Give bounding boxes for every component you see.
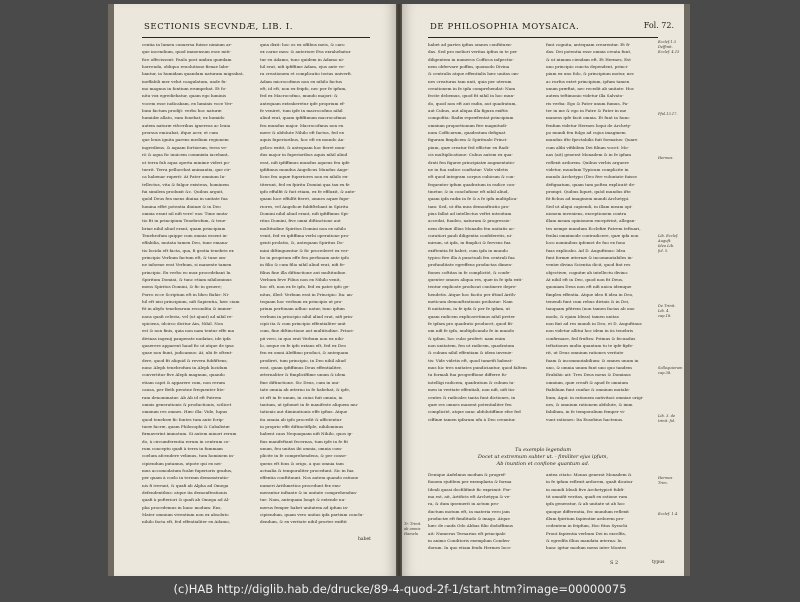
- text-line: erat, nifi ipfiffimus mundus aqueus feu ipfe: [260, 159, 350, 165]
- text-line: Mater omnium viventium non ex absoluto: [142, 512, 229, 517]
- text-line: defignatum, quam tam poftea explicatè de-: [546, 181, 636, 187]
- text-line: dendum, & ex veritate nihil prorter exiftit: [260, 519, 347, 525]
- text-line: erat, quam ipfiffimus Deus effentialiter,: [260, 365, 342, 371]
- text-line: ingrediens, & aquam fortiorum, terra ve-: [142, 144, 228, 150]
- text-line: verbum in principio nihil aliud erat, nifi prin-: [260, 313, 354, 319]
- text-line: in fe ipfam reflexit ardorem, quafi dicatur: [546, 479, 633, 485]
- text-line: unum, feu unitas ibi omnia, omnia com-: [260, 445, 343, 451]
- text-line: ca habenar ruperit: At Pater omnium In-: [142, 174, 226, 180]
- text-line: quam ipfa radix in fe & a fe ipfa multiplica-: [428, 196, 518, 202]
- text-line: Verbum feve Filius non ex Nihilo venit,: [260, 277, 341, 282]
- source-footer: (c)HAB http://diglib.hab.de/drucke/89-4-quod-2f-1/start.htm?image=00000075: [0, 578, 800, 602]
- right-head-rule: [428, 37, 658, 38]
- text-line: mens Spiritus Domini, & fic in genere;: [142, 284, 222, 290]
- text-line: prium perfonam adhuc natur, tunc ipfum: [260, 306, 345, 312]
- text-line: multitudine Spiritus Domini non ex nihilo: [260, 225, 346, 231]
- text-line: quæ res omnes manent potentialiter feu: [428, 401, 512, 407]
- signature-mark: S 2: [610, 560, 619, 566]
- text-line: bo in proprium effe fen perfonam ante ipfo: [260, 254, 349, 260]
- text-line: unum præftat, nec recedit ab unitate: Hoc: [546, 86, 635, 92]
- text-line: fice offecissent: Paulo post umbra quædam: [142, 56, 232, 62]
- text-line: eft quod integram corpus cubicum & con-: [428, 174, 515, 180]
- text-line: convertitur five Aleph magnum, quando: [142, 372, 225, 378]
- left-catchword: habet: [358, 537, 371, 542]
- text-line: tam: Sed, ut ifta mea demonftratio pro-: [428, 203, 510, 209]
- text-line: compofita: Radix repræfentat principium: [428, 115, 514, 121]
- text-line: cipii ita & cum principio effentialiter unit: [260, 321, 346, 327]
- text-line: titerunt, fed ex fpiritu Domini qua tax ex fe: [260, 181, 350, 187]
- text-line: non unitatem, fen ut radicem, quadratum: [428, 343, 515, 349]
- text-line: tellectus, vita & fulgor existens, hominem: [142, 181, 229, 187]
- text-line: ipfifimus mundus Angelicus Mundus Ange-: [260, 166, 349, 172]
- text-line: illum fpiritum fapientiæ ardorem pro-: [546, 516, 625, 522]
- text-line: confirmare, fed fruftra: Primus & fecundus: [546, 335, 636, 341]
- text-line: tantum, ut ipfomet in fe manifeste aliquem mu-: [260, 401, 359, 407]
- text-line: lo, neque ex fe ipfo extans eft, fed ex Deo: [260, 343, 347, 349]
- text-line: fui similem produxit &c. Quibus arguit,: [142, 188, 224, 194]
- text-line: fe ipfam pro quadrato producet, quod fit-: [428, 321, 514, 327]
- folio-number: Fol. 72.: [643, 21, 674, 30]
- text-line: Porro ecce Scriptum eft in libro Bahir: Ni-: [142, 291, 230, 297]
- text-line: nas (ait) generat Monadem & in fe ipfam: [546, 152, 631, 158]
- text-line: ra, & dum ipsemerit in actum pro-: [428, 501, 500, 507]
- text-line: habent caus Nequaquam nifi Nihilo, quos ip-: [260, 431, 353, 437]
- text-line: nes, & omnium rationem abfolute, & imm: [546, 401, 633, 407]
- text-line: dere, quod fit aliquid & revera fubfiftens,: [142, 357, 228, 363]
- text-line: venit, fed ex ipfiffima verbi operatione pro-: [260, 232, 350, 238]
- left-column-1: [142, 41, 250, 526]
- text-line: fimplex effentia. Atque ideo fi idea in Deo,: [546, 291, 634, 297]
- text-line: fine diftinctione. Sic Deus, cum in uni-: [260, 379, 340, 385]
- text-line: fuas explicabo. Ad D. Auguftinus: Idea: [546, 247, 626, 253]
- text-line: fed ex Macrocofmo, mundo majori: &: [260, 93, 338, 99]
- text-line: fiones coftitas in fe complicité, & confe-: [428, 269, 511, 275]
- text-line: cipiendum, quam vero unitas ipfa partium conclu-: [260, 512, 364, 517]
- text-line: Spiritum Domini, & tunc etiam nihilominus: [142, 277, 232, 282]
- text-line: mus hic tres unitates pundiciantur, quod faltem: [428, 365, 527, 371]
- text-line: que leuis ignita parens medium regionem: [142, 137, 229, 143]
- text-line: coelum afcendere velimus, tum hominem in-: [142, 453, 235, 459]
- text-line: fius manifeftant fecernas, tum ipfe in fe fit: [260, 438, 349, 444]
- text-line: in filio & cum filio nihil aliud erat, nifi fe-: [260, 262, 346, 268]
- text-line: aut Cubus, aut aliqua illa figura exiftis: [428, 108, 508, 114]
- text-line: das. Sed pro meliori veritas ipfius in te per: [428, 49, 518, 55]
- text-line: Domini nihil aliud erant, nifi ipfiffimus Spi-: [260, 210, 349, 216]
- text-line: & cubum nihil effentiam & idem invenie-: [428, 350, 513, 356]
- text-line: meticum demonftrationis probatur: Nam: [428, 299, 513, 305]
- text-line: manens ipfe facit omnia. Et funt in hunc: [546, 115, 630, 121]
- right-catchword: typus: [652, 560, 665, 565]
- text-line: mini diftinguentur & fic procederet ex ver-: [260, 247, 349, 253]
- text-line: teftationes multa quantum tu te ipfe fipfe-: [546, 343, 634, 349]
- text-line: nes creaturas tam unit, quia per uterum: [428, 78, 512, 84]
- text-line: intelligi radicem, quadratum & cubum ta-: [428, 379, 515, 385]
- text-line: habet ad partes ipfius omnes conftituen-: [428, 42, 513, 47]
- text-line: fionem ejufdem per exemplaria & forma: [428, 479, 512, 485]
- text-line: merus femper habet unitatem ad ipfum in-: [260, 504, 349, 510]
- text-line: typico five illa à punctuali feu centrali fua: [428, 254, 515, 260]
- text-line: effentia conftituunt. Nos autem quando ratione: [260, 475, 359, 481]
- text-line: tu formali fua progreffione differre fu-: [428, 372, 508, 378]
- text-line: quae non fiunt, judicamus: At, ubi fe oftent-: [142, 350, 233, 356]
- text-line: autem teftimonio videtur illa Salvato-: [546, 93, 624, 99]
- text-line: cedentem in feipfum, Hoc fitus Syrachi: [546, 523, 628, 529]
- text-line: nunc Aleph tenebrofum in Aleph lucidum: [142, 365, 228, 371]
- text-line: rum conceptu quafi à terra in fummam: [142, 445, 223, 451]
- text-line: nons quafi celesta, vel (ut ajunt) ad nihil re-: [142, 313, 233, 319]
- text-line: drati fen figuræ principiatæ augmentatio-: [428, 159, 516, 165]
- right-running-head: DE PHILOSOPHIA MOYSAICA.: [430, 22, 580, 32]
- text-line: æternaliter & fimpliciffime unum & idem: [260, 372, 346, 378]
- text-line: feu mundus major. Macrocofmus non ex: [260, 122, 344, 128]
- text-line: objectivæ, cognitæ ab intellectu divino:: [546, 269, 629, 275]
- text-line: fecite debemus, quod fit nihil in hoc mun-: [428, 93, 515, 99]
- text-line: & egredfis illius mandata æterna: In: [546, 538, 622, 544]
- text-line: do, quod non eft aut radix, aut quadratum,: [428, 100, 517, 106]
- marginal-note-4: Lib. Ecclef. Auguft. Ideo Lib. fol. 5.: [658, 234, 679, 253]
- text-line: fequenter ipfum quadratum in radice con-: [428, 181, 516, 187]
- text-line: illam meam opinionem excepérint, allegan-: [546, 218, 636, 224]
- text-line: mo magnus in fontium erumpebat. Et fo-: [142, 86, 227, 92]
- text-line: curatiori pauli diligentia confideretis, ni-: [428, 232, 513, 238]
- text-line: tuerit. Terra pellucebat animantia, que cir-: [142, 166, 231, 172]
- text-line: est & non finis, quia non nam tentur effe ma: [142, 328, 235, 334]
- left-column-2: [260, 41, 368, 526]
- text-line: rò & aqua fic inuicem commixta iacebant,: [142, 152, 229, 158]
- text-line: ineffabili mer velut coagulatum, unde fu-: [142, 78, 227, 84]
- text-line: pium ex uno folo, & principium motur, nec: [546, 71, 635, 77]
- text-line: nitus, illed: Verbum erat in Principio: Ita: an-: [260, 291, 354, 297]
- text-line: omnium res omnes. Hæc illa: Vide, lupus: [142, 409, 228, 415]
- text-line: Sed ut aliqui capiendi, in illam meam opi-: [546, 203, 633, 209]
- text-line: quia dixit: hoc os ex offibus meis, & caro: [260, 42, 345, 47]
- text-line: Tenebrofum quippe cum omnia essent in-: [142, 232, 228, 238]
- text-line: cipiendum putamus, utpote qui ex nei-: [142, 460, 222, 466]
- right-column-2: [546, 41, 654, 423]
- text-line: fe veniret, tum ipfe in macrocofmo nihil: [260, 108, 343, 114]
- text-line: Erabihic ait: Tres Deus mens & Dominus: [546, 372, 631, 378]
- text-line: diligentem in numeros Cofficos infpectio-: [428, 56, 514, 62]
- text-line: licus feu aquæ fuperiores non ex nihilo ex-: [260, 174, 349, 180]
- text-line: humidæ allato, eam fonebat; ex humido: [142, 115, 225, 121]
- text-line: hil erat, nifi ipfiffime Adam, ejus ante ve-: [260, 64, 345, 70]
- text-line: nihilo facta eft, fed effentialiter ex Adamo,: [142, 519, 231, 525]
- text-line: ter in me & ego in Patre & Pater in me: [546, 108, 627, 114]
- text-line: tentur explicate producat continere depre-: [428, 284, 517, 290]
- text-line: turæ facræ, quam Philosophi & Cabalistæ: [142, 423, 230, 429]
- text-line: ait: Numerus Ternarius eft principale: [428, 530, 506, 536]
- right-lower-column-2: [546, 471, 654, 552]
- text-line: omnia erant nil nifi vere! eas: Time muta-: [142, 210, 229, 216]
- text-line: ra creationem et complicatio torius univerfi.: [260, 71, 352, 77]
- text-line: numeri Arithmetica procedunt fex enu-: [260, 482, 342, 488]
- text-line: ne informe erat Verbum, si manente tamen: [142, 262, 232, 268]
- text-line: ris verba: Ego & Pater unum fumus, Pa-: [546, 100, 629, 106]
- text-line: in mundi Ideali five Archetypicè fubfi-: [546, 486, 625, 492]
- text-line: cis multiplicatione: Cubus autem ex qua-: [428, 152, 513, 158]
- text-line: hoc eft, non ex fe ipfo, fed ex patre ipfo ge-: [260, 284, 350, 290]
- text-line: funt formæ æternæ & incommutabiles in-: [546, 254, 633, 260]
- text-line: nem obfervare poffim, quomodo Divina: [428, 64, 510, 70]
- text-line: divinas ingenij pauperate nudatas, ide ipfa: [142, 335, 231, 341]
- text-line: cum, fine diftinctione aut multitudine. Princi-: [260, 328, 354, 334]
- text-line: principio Verbum factum eft, & tune om-: [142, 254, 227, 260]
- text-line: hil eft nisi principium, nifi Sapientia, hæc ciam: [142, 299, 240, 305]
- text-line: bum factum prodijt: verbo hoc naturæ: [142, 108, 222, 114]
- text-line: nis fi iverunt, & quafi ab Alpha ad Omega: [142, 482, 229, 488]
- text-line: fabilium, in fe temporalium femper vi-: [546, 409, 626, 415]
- section-heading-2: Docet ut extremum subter ut. - fimiliter ejus ipfum,: [477, 454, 609, 460]
- text-line: Denique Anfelmus modum & progref-: [428, 472, 506, 477]
- text-line: quens eft fons & origo, a quo omnia tam: [260, 460, 344, 466]
- text-line: hæc de caufa Odo Abbas filio dodoffimus: [428, 523, 513, 529]
- text-line: vunt rationes: Ita Eusebius hactenus.: [546, 416, 624, 422]
- text-line: reflexit ardorem. Quibus verbis arguere: [546, 159, 629, 165]
- text-line: um nifi fe ipfa, multiplicando fe in mundo: [428, 328, 515, 334]
- text-line: spiciens, idcirco dicitur Ain, Nihil. Non: [142, 321, 223, 327]
- text-line: ipfa generatur, & ab unitate ut ab hoc: [546, 501, 625, 507]
- right-column-1: [428, 41, 536, 423]
- text-line: autem naturæ vifcerihus ignereus ac leuia: [142, 122, 231, 128]
- text-line: principio. Ex verbo eo mox procedebant In: [142, 269, 231, 275]
- text-line: pius fallat ad intellectus veftri introitum: [428, 210, 512, 216]
- text-line: ciffinæ tamen ipfarum ufu à Deo creantur.: [428, 416, 516, 422]
- text-line: fi unitatem, in fe ipfa & per fe ipfam, ut: [428, 306, 511, 312]
- text-line: ventæ divina Scientia dicit, quod fint res: [546, 262, 631, 268]
- book-spread: [108, 4, 690, 576]
- text-line: figuram fimplicem & Spirituale Princi-: [428, 137, 508, 143]
- text-line: ex carne mea: & anteriore Eva exrahebatur: [260, 49, 351, 55]
- text-line: in animo Conditoris exemplum Conden-: [428, 538, 511, 544]
- text-line: ita omnia ab ipfo procedit & afficientur: [260, 416, 342, 422]
- text-line: fenlui omnimode contradicere, quæ ipfa non: [546, 232, 639, 238]
- text-line: mundo Archetypo (Deo five voluntate fuisse: [546, 174, 637, 180]
- marginal-note-1: Ecclef.1.3 Deffinit. Ecclef. 4.15: [658, 40, 680, 54]
- text-line: filius fine illa diftinctione aut multitudine.: [260, 269, 347, 275]
- text-line: actualia & temporaliter procedunt. Sic in fua: [260, 467, 354, 473]
- text-line: tationis aut diminutionis effe ipfius. Atque: [260, 409, 348, 415]
- text-line: num Cofficarum, quadratum defignat: [428, 130, 506, 136]
- right-lower-column-1: [428, 471, 536, 552]
- text-line: genti prolatio, &, antequam Spiritus Do-: [260, 240, 344, 246]
- text-line: Prout fapientia verbum Dei in excelfis,: [546, 530, 626, 536]
- text-line: do, à circumferentia rerum in centrum co-: [142, 438, 230, 444]
- text-line: dus major in fuperioribus aquis nihil aliud: [260, 152, 348, 158]
- text-line: nitu vox egrediebatur, quam ego luminis: [142, 93, 227, 99]
- text-line: fen ex omni Aleffimo produci, & antequam: [260, 350, 349, 356]
- text-line: ut eft in fe unum, in cuius fuit omnia, in: [260, 394, 343, 400]
- text-line: uno, & omnia unum funt uno quo tandem: [546, 365, 632, 371]
- text-line: ne in fua radice conftatur: Vide videtis: [428, 166, 509, 172]
- text-line: fit in abyfo tenebrarum recondita & immer-: [142, 306, 233, 312]
- text-line: creationem in fe ipfa comprehendat: Nam: [428, 86, 516, 92]
- text-line: ut terra fub aqua operta minime videri po-: [142, 159, 231, 165]
- text-line: aliud erat, quam ipfiffimum macrocofmus: [260, 115, 347, 121]
- left-running-head: SECTIONIS SECVNDÆ, LIB. I.: [144, 22, 293, 32]
- text-line: quam radicem explicavetimus nihil preter: [428, 313, 515, 319]
- text-line: tur ex Adamo, tunc quidem in Adamo ni-: [260, 56, 345, 62]
- text-line: gelico exitit, & antequam hoc fieret mun-: [260, 144, 346, 150]
- text-line: quòd Deus fen mens diuina in unitate fua: [142, 196, 228, 202]
- text-line: fenfum videtur Hermes loqui de Archety-: [546, 122, 632, 128]
- text-line: aquis fuperioribus, hoc eft ex mundo An-: [260, 137, 345, 143]
- text-line: ac rurfus extet principium, ipfum tamen: [546, 78, 630, 84]
- marginal-note-7: Lib. 3. de trinit. fol.: [658, 414, 676, 423]
- text-line: ma est, ait, Artificis eft Archetypa & ve-: [428, 494, 511, 500]
- text-line: mundus ifte fpectabilis fuit formatus: Quare: [546, 137, 638, 143]
- text-line: centes & radicales tanta funt dictiones, in: [428, 394, 516, 400]
- text-line: uno principio cuncta dependent, princi-: [546, 64, 629, 70]
- text-line: tes nempe mundum Ecclefiæ Patrem teftuari,: [546, 225, 641, 231]
- text-line: centia in lumen conuersa fuisse nimium ar-: [142, 42, 232, 47]
- text-line: fit fichus ad imaginem mundi Archetypi.: [546, 196, 630, 202]
- text-line: vocem esse iudicabam, ex luminis voce Ver-: [142, 100, 233, 106]
- marginal-note-3: Hermes.: [658, 156, 674, 160]
- text-line: tis: Vide videtis eft, quod tametfi habeat-: [428, 357, 513, 363]
- text-line: quoque differentia, fec mundum reflexit: [546, 508, 629, 514]
- text-line: causa, per Beth preotne frequenter lite-: [142, 387, 225, 393]
- text-line: mus accomodatum fcalæ fuperioris gradus,: [142, 467, 233, 473]
- text-line: pha procedemus in hunc modum: Ens,: [142, 504, 222, 510]
- text-line: antequam extraheretur ipfe proprium ef-: [260, 100, 345, 106]
- text-line: At nihil eft in Deo, quod non fit Deus,: [546, 277, 624, 282]
- text-line: & centralis atque effentialis hæc unitas om-: [428, 71, 520, 77]
- text-line: mirum, ut ipfa, in fimplici & fervens fua: [428, 240, 511, 246]
- text-line: Ideali quasi docfilifimè fic exprimit: For-: [428, 486, 512, 492]
- marginal-note-6: Solloquiorum cap.38.: [658, 366, 683, 375]
- text-line: hendetis. Atque hoc facito per iftiud Arith-: [428, 291, 517, 297]
- text-line: eft, id eft, non ex feipfo, nec per fe ipfum,: [260, 86, 347, 92]
- left-page: [114, 4, 396, 576]
- text-line: quod tenebræ fic fontes tum ante fcrip-: [142, 416, 224, 422]
- text-line: horrenda, obliquo reuolutione fiexae labe-: [142, 64, 230, 70]
- text-line: antea citato: Monas generat Monadem &: [546, 472, 632, 477]
- text-line: riores, vel Angelicæ fubfiftebant in Spiritu: [260, 203, 349, 209]
- text-line: exiftentia fit habet, cum ipfa in mundo: [428, 247, 508, 253]
- text-line: cum alibi vifibilem Dei filium vocet: Mo-: [546, 144, 629, 150]
- text-line: omnium proportionum five magnitudi-: [428, 122, 508, 128]
- text-line: mere & abfolute Nihilo eft factus, fed ex: [260, 130, 344, 136]
- text-line: effabilia, mutata tamen Deo, tune emana-: [142, 240, 229, 246]
- text-line: non fint ad res mundi in Deo, et D. Auguftinus: [546, 321, 642, 327]
- text-line: Adam microcofmus non ex nihilo factus: [260, 78, 342, 84]
- text-line: tanquam pfitrem (non tamen facias ab ono: [546, 306, 635, 312]
- text-line: omnium, quæ creaft & apud fe omnium: [546, 379, 629, 385]
- text-line: tinetur, & in conclufione eft nihil aliud,: [428, 188, 509, 194]
- text-line: tenendi funt cum rebus divinis & in Dei,: [546, 299, 630, 305]
- text-line: ductum motum eft, in materia vero jam: [428, 508, 510, 514]
- marginal-note-10: Ecclef. 1.4.: [658, 512, 679, 516]
- text-line: prodiret, tum principio, in Deo nihil aliud: [260, 357, 346, 363]
- section-heading-1: Tu exemplo legendum: [514, 447, 572, 453]
- marginal-note-2: Pfal.13.17.: [658, 112, 678, 116]
- text-line: dorum. In quo etiam fenfu Hermes loco-: [428, 545, 512, 551]
- text-line: lium, Aqui: in rationem nativitaci omniae origi-: [546, 394, 644, 400]
- text-line: prorsus emicabat, ifque acer, et cum: [142, 130, 219, 136]
- text-line: quafi à pofteriori & quafi ab Omega ad Al-: [142, 497, 230, 503]
- text-line: quenter omnes aliqua res, quæ in fe ipfa exti-: [428, 277, 523, 282]
- text-line: men in veritate effentiali, non nifi, nifi tin-: [428, 387, 516, 393]
- text-line: rit, ut Deus omnium rationes veritate: [546, 350, 624, 356]
- marginal-note-5: De Trinit. Lib. 4. cap.18.: [658, 304, 676, 318]
- text-line: hunc igitur modum mens inter Montes: [546, 545, 627, 551]
- left-head-rule: [142, 37, 370, 38]
- text-line: etiam capit & apparere cum, non rerum: [142, 379, 226, 385]
- text-line: complicité, atque nunc abfolutiffime efse fed: [428, 409, 521, 415]
- text-line: & ut nimum ciendam eft. Et Hermes, Est: [546, 56, 631, 62]
- text-line: po mundi fen fulgo ad cujus imaginem: [546, 130, 626, 136]
- text-line: nionem inveniens, exceptionem contra: [546, 210, 627, 216]
- text-line: ritus Domini, five omni diftinctione aut: [260, 218, 341, 224]
- text-line: accedat, fuadeo, naturam & progressio-: [428, 218, 511, 224]
- text-line: omnis generationis & productionis, scilicet: [142, 401, 232, 407]
- text-line: tur: Nam, antequam longè & extende nu-: [260, 497, 346, 503]
- text-line: tit omnifit veritas, quafi ex ratione rum: [546, 494, 628, 500]
- text-line: modo, & ejaim Ideas) tamen unitas: [546, 313, 619, 319]
- text-line: funt cognita, antequam crearentur. Et fi-: [546, 42, 631, 47]
- text-line: in proprio effe diftinctiflple, nihilominus: [260, 423, 344, 429]
- text-line: ftabilium funt cunfae & omnium mutabi-: [546, 387, 630, 393]
- text-line: loco nominibus ipfomet de fuo ex fono: [546, 240, 626, 246]
- text-line: quam luce effulfit fieret, omnes aquæ fupe-: [260, 196, 350, 202]
- text-line: tio lucida eft facta, qua, fi gratia tenebris ex: [142, 247, 234, 253]
- marginal-note-9: Hermes Trim.: [658, 476, 673, 485]
- marginal-note-8: Tr. Trinit. ab omnis Hamelu: [404, 522, 422, 536]
- text-line: ram denominatur. Ab Ab id eft Patrem: [142, 394, 222, 400]
- text-line: productæ eft fimilitudo & imago. Atque: [428, 516, 510, 522]
- text-line: pii vero, in quo erat Verbum non ex nihi-: [260, 335, 345, 341]
- text-line: tequam hoc verbum ex principio ut pro-: [260, 299, 343, 305]
- text-line: que incendium, quod immensum esse miti-: [142, 49, 231, 55]
- text-line: firmaverint immotum. Si autem minori rerum: [142, 431, 237, 437]
- text-line: tate omnia ab æterno in fe habebat, & ipfe,: [260, 387, 351, 393]
- text-line: lumina effet potentia diuinæ & in Deo: [142, 203, 221, 209]
- text-line: non videtur allitui hoc idem in iis tenebris: [546, 328, 634, 334]
- text-line: prompt. Quibus liquet, quòd mundus ifte: [546, 188, 631, 194]
- text-line: merantur inftante & in unitate comprehendun-: [260, 489, 358, 495]
- text-line: videtur, mundum Typicum complicite in: [546, 166, 629, 172]
- text-line: das: Dei potentia esse omnia creata funt,: [546, 49, 632, 55]
- text-line: defendentibus: atque ita demonftrationis: [142, 489, 228, 495]
- text-line: fuam & incommutabilium: & omnes unum in: [546, 357, 639, 363]
- text-line: per quam à coelo in terram demonstratio-: [142, 475, 230, 481]
- text-line: plicite in fe comprehendens, & per conse-: [260, 453, 347, 459]
- text-line: briae nihil aliud erant, quam principium: [142, 225, 226, 231]
- text-line: quaerere apparent haud fic ut atque de ipsa: [142, 343, 234, 349]
- text-line: & ipfam, hoc cubo profert: nam enim: [428, 335, 506, 341]
- text-line: bantur, in humidam quandam naturam migrabat,: [142, 71, 244, 77]
- text-line: profunditate egreffens productas dimen-: [428, 262, 513, 268]
- section-heading-3: Ab inuntion et confione quantum ad.: [496, 461, 590, 467]
- right-page: [402, 4, 684, 576]
- text-line: tio fit in principium Tenebrofum, & tene-: [142, 218, 227, 224]
- text-line: nem divinæ illius Monadis fen unitatis ac-: [428, 225, 515, 231]
- text-line: ipfo effulfit & fuit etiam, ex fe effluxit, & ante-: [260, 188, 356, 194]
- text-line: quoniam Deus non eft nifi unica idemque: [546, 284, 632, 290]
- text-line: pium, quæ creatur fed effictur ex Radi-: [428, 144, 510, 150]
